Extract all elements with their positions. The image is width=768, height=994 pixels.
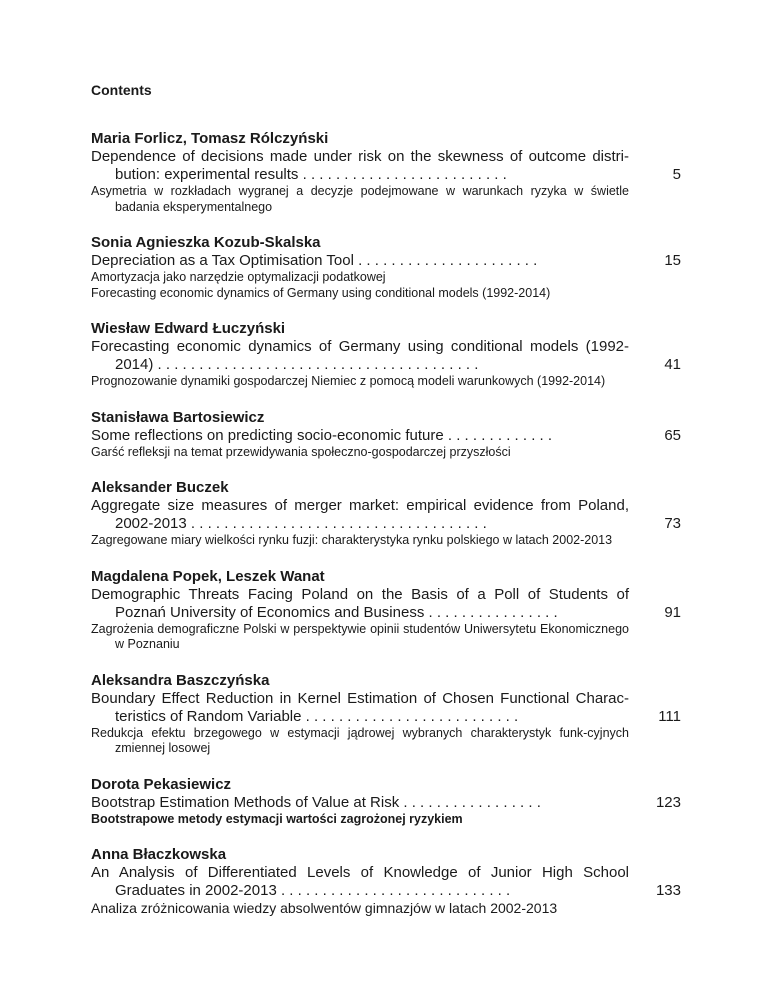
entry-title-line [91, 252, 629, 270]
toc-entry[interactable] [91, 672, 681, 757]
page-number[interactable]: 73 [664, 515, 681, 532]
entry-subtitle: Prognozowanie dynamiki gospodarczej Niemiec z pomocą modeli warunkowych (1992-2014) [91, 374, 606, 388]
page-number[interactable]: 15 [664, 252, 681, 269]
page-number[interactable]: 133 [655, 882, 681, 899]
entry-title-line [91, 166, 629, 184]
entry-title[interactable] [91, 497, 629, 533]
entry-authors: Wiesław Edward Łuczyński [91, 320, 286, 337]
toc-entry[interactable] [91, 776, 681, 828]
toc-entry[interactable] [91, 234, 681, 301]
entry-title-text: Depreciation as a Tax Optimisation Tool [91, 252, 354, 269]
entry-title[interactable] [91, 864, 629, 900]
entry-title-text: Dependence of decisions made under risk on the skewness of outcome distri- [91, 148, 629, 165]
entry-subtitle: Redukcja efektu brzegowego w estymacji jądrowej wybranych charakterystyk funk-cyjnych zmiennej losowej [91, 725, 629, 755]
entry-title-line [91, 604, 629, 622]
leader-dots: . . . . . . . . . . . . . . . . . . . . . . . . . . [301, 707, 519, 725]
entry-title-line [91, 338, 629, 356]
entry-title-text: bution: experimental results [115, 166, 299, 183]
entry-title-text: 2014) [115, 356, 154, 373]
entry-title-line [91, 586, 629, 604]
entry-title-text: Demographic Threats Facing Poland on the Basis of a Poll of Students of [91, 585, 629, 603]
entry-authors: Aleksander Buczek [91, 479, 229, 496]
page-number[interactable]: 5 [672, 166, 681, 183]
entry-authors: Dorota Pekasiewicz [91, 775, 232, 793]
entry-subtitle: Garść refleksji na temat przewidywania społeczno-gospodarczej przyszłości [91, 444, 511, 459]
entry-title-text: teristics of Random Variable [115, 707, 302, 725]
entry-subtitle: Analiza zróżnicowania wiedzy absolwentów gimnazjów w latach 2002-2013 [91, 900, 558, 916]
entry-authors: Sonia Agnieszka Kozub-Skalska [91, 234, 321, 251]
entry-title-text: Aggregate size measures of merger market: empirical evidence from Poland, [91, 497, 629, 514]
entry-title-text: Poznań University of Economics and Business [115, 603, 425, 621]
leader-dots: . . . . . . . . . . . . . . . . . . . . . . . . . . . . . . . . . . . . [186, 515, 487, 532]
toc-entry[interactable] [91, 568, 681, 653]
entry-subtitle: Bootstrapowe metody estymacji wartości zagrożonej ryzykiem [91, 811, 463, 826]
entry-authors: Stanisława Bartosiewicz [91, 408, 265, 426]
page-number[interactable]: 65 [664, 426, 681, 444]
entry-title-line [91, 427, 629, 445]
toc-entry[interactable] [91, 479, 681, 549]
entry-title-line [91, 864, 629, 882]
entry-title-line [91, 515, 629, 533]
entry-subtitle: Asymetria w rozkładach wygranej a decyzje podejmowane w warunkach ryzyka w świetle badania eksperymentalnego [91, 184, 629, 214]
page-number[interactable]: 123 [655, 793, 681, 811]
entry-title-text: 2002-2013 [115, 515, 187, 532]
entry-subtitle: Forecasting economic dynamics of Germany using conditional models (1992-2014) [91, 285, 551, 300]
entry-title[interactable] [91, 427, 629, 445]
toc-entry[interactable] [91, 846, 681, 917]
entry-subtitle: Zagrożenia demograficzne Polski w perspektywie opinii studentów Uniwersytetu Ekonomicznego w Poznaniu [91, 621, 629, 651]
leader-dots: . . . . . . . . . . . . . . . . . . . . . . . . . . . . [276, 882, 511, 899]
entry-authors: Anna Błaczkowska [91, 846, 227, 863]
leader-dots: . . . . . . . . . . . . . . . . . . . . . . . . . . . . . . . . . . . . . . . [153, 356, 479, 373]
contents-heading: Contents [91, 82, 152, 98]
entry-title-text: Forecasting economic dynamics of Germany using conditional models (1992- [91, 338, 629, 355]
entry-title-text: Bootstrap Estimation Methods of Value at Risk [91, 793, 400, 811]
entry-title[interactable] [91, 794, 629, 812]
entry-title[interactable] [91, 252, 629, 270]
entry-authors: Maria Forlicz, Tomasz Rólczyński [91, 130, 329, 147]
toc-entry[interactable] [91, 320, 681, 390]
page-number[interactable]: 41 [664, 356, 681, 373]
entry-authors: Aleksandra Baszczyńska [91, 671, 270, 689]
entry-title-line [91, 690, 629, 708]
entry-subtitle: Amortyzacja jako narzędzie optymalizacji podatkowej [91, 270, 386, 284]
leader-dots: . . . . . . . . . . . . . . . . . . . . . . [353, 252, 538, 269]
toc-entry[interactable] [91, 130, 681, 215]
entry-title-line [91, 148, 629, 166]
entry-title[interactable] [91, 338, 629, 374]
page-number[interactable]: 111 [658, 707, 681, 725]
leader-dots: . . . . . . . . . . . . . . . . . . . . . . . . . [298, 166, 507, 183]
entry-title-text: Some reflections on predicting socio-economic future [91, 426, 444, 444]
entry-title[interactable] [91, 690, 629, 726]
leader-dots: . . . . . . . . . . . . . . . . [424, 603, 558, 621]
entry-title-line [91, 794, 629, 812]
entry-title-line [91, 497, 629, 515]
entry-authors: Magdalena Popek, Leszek Wanat [91, 567, 325, 585]
entry-title-text: An Analysis of Differentiated Levels of Knowledge of Junior High School [91, 864, 629, 881]
entry-title[interactable] [91, 586, 629, 622]
page-number[interactable]: 91 [664, 603, 681, 621]
entry-title-line [91, 356, 629, 374]
leader-dots: . . . . . . . . . . . . . [443, 426, 553, 444]
leader-dots: . . . . . . . . . . . . . . . . . [399, 793, 541, 811]
toc-entries [91, 130, 681, 917]
entry-title-text: Graduates in 2002-2013 [115, 882, 277, 899]
entry-title-line [91, 708, 629, 726]
entry-title-text: Boundary Effect Reduction in Kernel Estimation of Chosen Functional Charac- [91, 689, 629, 707]
entry-title-line [91, 882, 629, 900]
entry-title[interactable] [91, 148, 629, 184]
toc-entry[interactable] [91, 409, 681, 461]
entry-subtitle: Zagregowane miary wielkości rynku fuzji: charakterystyka rynku polskiego w latach 2002-2013 [91, 533, 613, 547]
